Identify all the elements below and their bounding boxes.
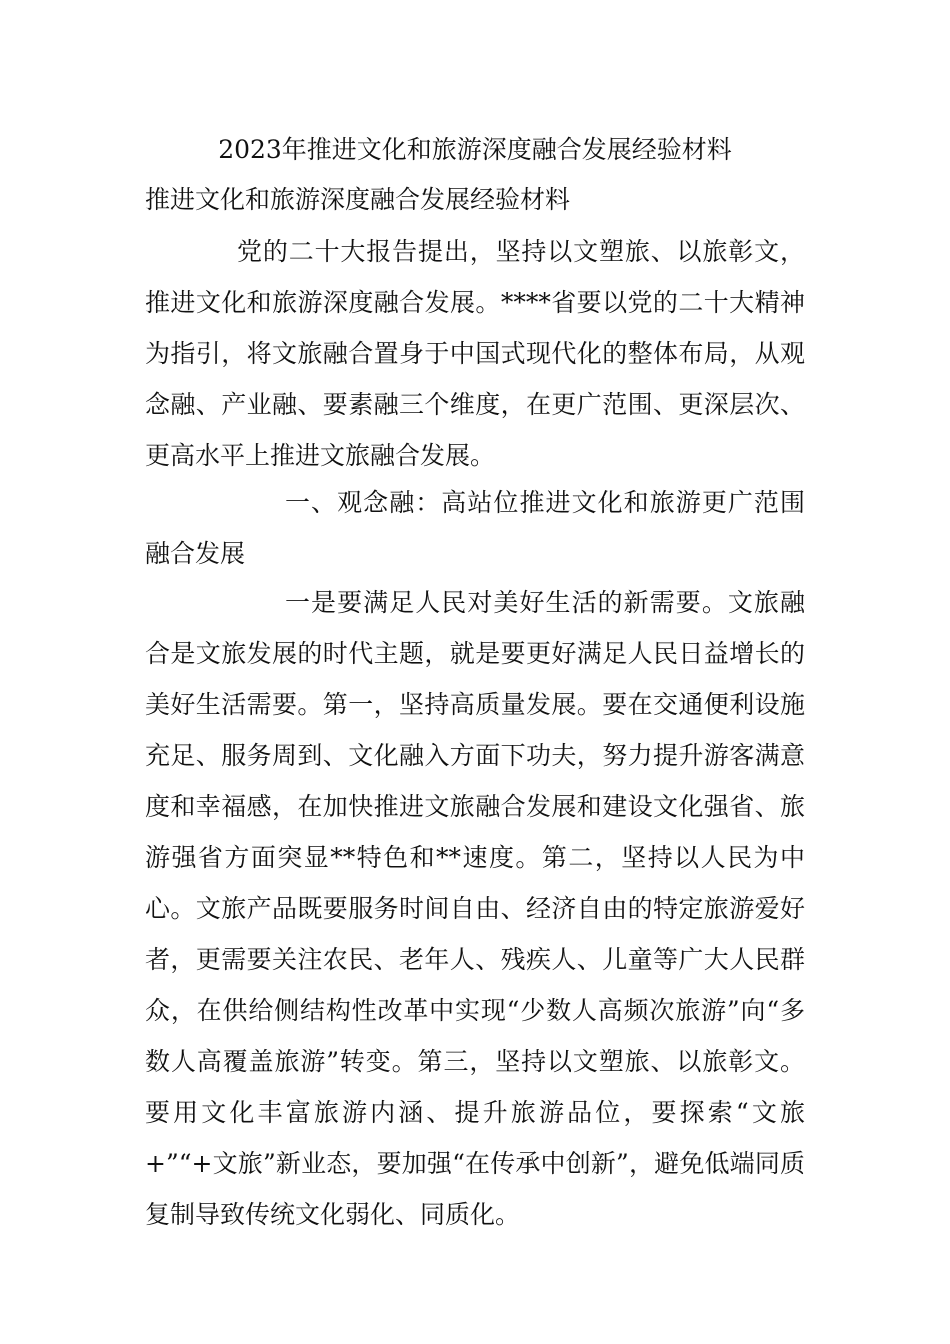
- document-title: 2023年推进文化和旅游深度融合发展经验材料: [218, 135, 732, 164]
- body-paragraph: 一是要满足人民对美好生活的新需要。文旅融合是文旅发展的时代主题，就是要更好满足人民日益增长的美好生活需要。第一，坚持高质量发展。要在交通便利设施充足、服务周到、文化融入方面下功夫，努力提升游客满意度和幸福感，在加快推进文旅融合发展和建设文化强省、旅游强省方面突显**特色和**速度。第二，坚持以人民为中心。文旅产品既要服务时间自由、经济自由的特定旅游爱好者，更需要关注农民、老年人、残疾人、儿童等广大人民群众，在供给侧结构性改革中实现“少数人高频次旅游”向“多数人高覆盖旅游”转变。第三，坚持以文塑旅、以旅彰文。要用文化丰富旅游内涵、提升旅游品位，要探索“文旅+”“+文旅”新业态，要加强“在传承中创新”，避免低端同质复制导致传统文化弱化、同质化。: [145, 588, 805, 1229]
- section-heading: 一、观念融：高站位推进文化和旅游更广范围融合发展: [145, 488, 805, 568]
- document-subtitle: 推进文化和旅游深度融合发展经验材料: [145, 185, 571, 214]
- intro-paragraph: 党的二十大报告提出，坚持以文塑旅、以旅彰文，推进文化和旅游深度融合发展。****省要以党的二十大精神为指引，将文旅融合置身于中国式现代化的整体布局，从观念融、产业融、要素融三个维度，在更广范围、更深层次、更高水平上推进文旅融合发展。: [145, 237, 805, 470]
